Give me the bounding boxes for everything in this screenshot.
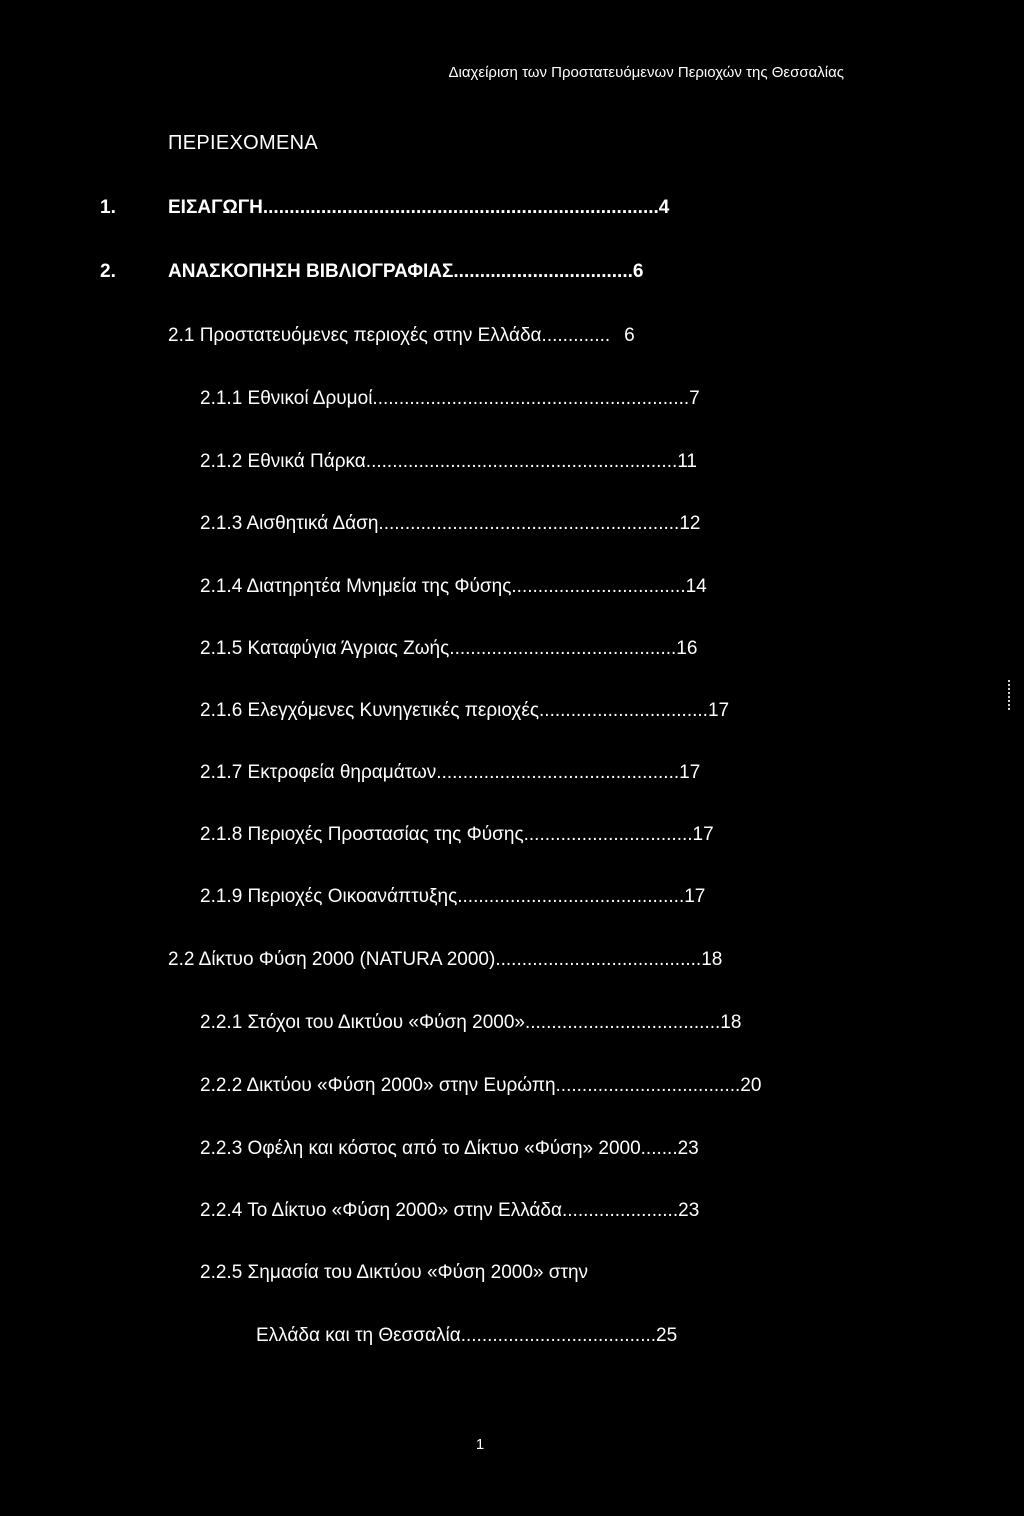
page-number: 1 bbox=[475, 1436, 485, 1453]
toc-entry-title: 2.1 Προστατευόμενες περιοχές στην Ελλάδα bbox=[168, 325, 542, 346]
toc-entry-page: 17 bbox=[679, 762, 701, 783]
toc-entry-continuation[interactable] bbox=[256, 1325, 677, 1347]
toc-entry-title: Ελλάδα και τη Θεσσαλία bbox=[256, 1325, 461, 1346]
toc-leader: ................................. bbox=[511, 576, 686, 597]
toc-entry[interactable] bbox=[168, 325, 635, 347]
toc-entry[interactable] bbox=[200, 1262, 588, 1284]
toc-entry-page: 17 bbox=[684, 886, 706, 907]
toc-entry[interactable] bbox=[200, 700, 729, 722]
toc-entry[interactable] bbox=[200, 388, 700, 410]
toc-entry-title: 2.2.5 Σημασία του Δικτύου «Φύση 2000» στην bbox=[200, 1262, 589, 1283]
toc-leader: ............. bbox=[541, 325, 611, 346]
toc-entry-page: 23 bbox=[677, 1138, 699, 1159]
toc-entry-title: 2.2.4 Το Δίκτυο «Φύση 2000» στην Ελλάδα bbox=[200, 1200, 562, 1221]
toc-entry-page: 6 bbox=[624, 325, 635, 346]
toc-leader: ............................................................ bbox=[372, 388, 690, 409]
toc-entry-title: 2.1.6 Ελεγχόμενες Κυνηγετικές περιοχές bbox=[200, 700, 540, 721]
toc-leader: ................................ bbox=[539, 700, 708, 721]
toc-entry[interactable] bbox=[200, 886, 705, 908]
toc-entry[interactable] bbox=[200, 1075, 761, 1097]
toc-entry-number: 2. bbox=[100, 261, 116, 282]
toc-entry-page: 16 bbox=[676, 638, 698, 659]
toc-entry-title: 2.1.3 Αισθητικά Δάση bbox=[200, 513, 379, 534]
toc-leader: ......................................................... bbox=[378, 513, 680, 534]
toc-entry-title: ΑΝΑΣΚΟΠΗΣΗ ΒΙΒΛΙΟΓΡΑΦΙΑΣ bbox=[168, 261, 454, 282]
toc-leader: ...................... bbox=[561, 1200, 679, 1221]
toc-entry[interactable] bbox=[200, 1012, 741, 1034]
toc-entry-title: 2.1.5 Καταφύγια Άγριας Ζωής bbox=[200, 638, 450, 659]
toc-entry-page: 17 bbox=[707, 700, 730, 721]
toc-heading: ΠΕΡΙΕΧΟΜΕΝΑ bbox=[168, 132, 318, 154]
running-header: Διαχείριση των Προστατευόμενων Περιοχών της Θεσσαλίας bbox=[448, 64, 844, 81]
toc-entry[interactable] bbox=[200, 513, 700, 535]
toc-entry-title: 2.1.1 Εθνικοί Δρυμοί bbox=[200, 388, 373, 409]
toc-entry-title: 2.1.8 Περιοχές Προστασίας της Φύσης bbox=[200, 824, 524, 845]
toc-leader: ................................... bbox=[555, 1075, 741, 1096]
toc-entry-title: 2.2.1 Στόχοι του Δικτύου «Φύση 2000» bbox=[200, 1012, 525, 1033]
toc-leader: ..................................... bbox=[524, 1012, 721, 1033]
toc-entry[interactable] bbox=[100, 197, 669, 219]
toc-leader: .............................................. bbox=[436, 762, 680, 783]
toc-entry-page: 20 bbox=[740, 1075, 762, 1096]
toc-entry[interactable] bbox=[200, 1200, 699, 1222]
toc-leader: ..................................... bbox=[460, 1325, 657, 1346]
toc-entry-title: ΕΙΣΑΓΩΓΗ bbox=[168, 197, 263, 218]
toc-entry-page: 17 bbox=[692, 824, 714, 845]
margin-dotted-mark bbox=[1008, 680, 1012, 710]
toc-leader: ....... bbox=[640, 1138, 678, 1159]
toc-entry-title: 2.2 Δίκτυο Φύση 2000 (NATURA 2000) bbox=[168, 949, 496, 970]
toc-entry-page: 11 bbox=[677, 451, 697, 472]
toc-entry[interactable] bbox=[168, 949, 722, 971]
toc-entry-title: 2.1.9 Περιοχές Οικοανάπτυξης bbox=[200, 886, 458, 907]
toc-entry[interactable] bbox=[200, 824, 714, 846]
toc-entry-page: 18 bbox=[720, 1012, 742, 1033]
toc-leader: ................................ bbox=[523, 824, 693, 845]
toc-leader: .................................. bbox=[453, 261, 633, 282]
toc-leader: ........................................................... bbox=[365, 451, 678, 472]
toc-entry-title: 2.1.7 Εκτροφεία θηραμάτων bbox=[200, 762, 437, 783]
toc-entry-page: 12 bbox=[679, 513, 701, 534]
toc-entry-page: 14 bbox=[685, 576, 707, 597]
toc-entry[interactable] bbox=[200, 451, 697, 473]
toc-entry-page: 23 bbox=[678, 1200, 700, 1221]
toc-entry[interactable] bbox=[200, 576, 707, 598]
toc-entry-title: 2.2.3 Οφέλη και κόστος από το Δίκτυο «Φύση» 2000 bbox=[200, 1138, 641, 1159]
toc-entry-page: 6 bbox=[632, 261, 644, 282]
toc-entry-title: 2.1.2 Εθνικά Πάρκα bbox=[200, 451, 366, 472]
toc-entry-page: 18 bbox=[701, 949, 723, 970]
toc-entry[interactable] bbox=[200, 638, 697, 660]
toc-entry-page: 7 bbox=[689, 388, 700, 409]
toc-entry-title: 2.2.2 Δικτύου «Φύση 2000» στην Ευρώπη bbox=[200, 1075, 556, 1096]
toc-entry-page: 25 bbox=[656, 1325, 678, 1346]
toc-leader: ........................................................................... bbox=[262, 197, 659, 218]
toc-leader: ........................................... bbox=[457, 886, 685, 907]
toc-entry-page: 4 bbox=[658, 197, 670, 218]
toc-leader: ....................................... bbox=[495, 949, 702, 970]
toc-entry[interactable] bbox=[200, 762, 700, 784]
toc-entry[interactable] bbox=[200, 1138, 699, 1160]
toc-entry[interactable] bbox=[100, 261, 643, 283]
toc-entry-title: 2.1.4 Διατηρητέα Μνημεία της Φύσης bbox=[200, 576, 512, 597]
toc-leader: ........................................... bbox=[449, 638, 677, 659]
toc-entry-number: 1. bbox=[100, 197, 116, 218]
